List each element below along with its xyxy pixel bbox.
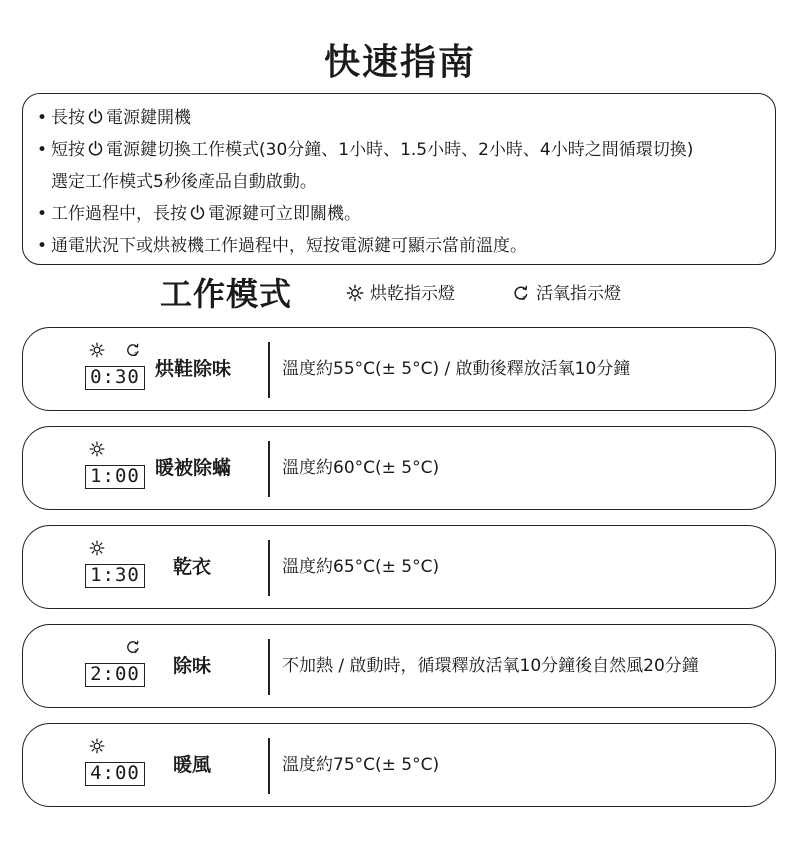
refresh-oxygen-icon bbox=[512, 284, 530, 302]
bullet: • bbox=[37, 236, 48, 256]
mode-row-warm-bed bbox=[22, 426, 776, 510]
mode-row-dry-clothes bbox=[22, 525, 776, 609]
sun-icon bbox=[89, 738, 105, 754]
guide-text: 電源鍵開機 bbox=[106, 108, 191, 128]
guide-text: 短按 bbox=[51, 140, 85, 160]
refresh-oxygen-icon bbox=[125, 342, 141, 358]
guide-item-switch-mode bbox=[37, 134, 767, 166]
quick-guide-box bbox=[22, 93, 776, 265]
guide-list bbox=[37, 102, 767, 262]
timer-display: 4:00 bbox=[85, 762, 145, 786]
modes-header bbox=[0, 272, 800, 316]
bullet: • bbox=[37, 140, 48, 160]
power-icon bbox=[189, 204, 206, 221]
mode-name: 暖被除蟎 bbox=[155, 457, 232, 479]
sun-icon bbox=[89, 441, 105, 457]
mode-description: 溫度約75°C(± 5°C) bbox=[282, 755, 440, 775]
divider bbox=[268, 639, 270, 695]
bullet: • bbox=[37, 204, 48, 224]
divider bbox=[268, 738, 270, 794]
modes-title: 工作模式 bbox=[160, 275, 293, 313]
guide-item-switch-mode-cont bbox=[37, 166, 767, 198]
divider bbox=[268, 342, 270, 398]
guide-text: 工作過程中，長按 bbox=[51, 204, 187, 224]
timer-display: 0:30 bbox=[85, 366, 145, 390]
guide-text: 通電狀況下或烘被機工作過程中，短按電源鍵可顯示當前溫度。 bbox=[51, 236, 527, 256]
guide-text: 選定工作模式5秒後產品自動啟動。 bbox=[51, 172, 317, 192]
guide-text: 電源鍵可立即關機。 bbox=[208, 204, 361, 224]
mode-name: 暖風 bbox=[173, 754, 212, 776]
timer-display: 2:00 bbox=[85, 663, 145, 687]
mode-row-warm-air bbox=[22, 723, 776, 807]
guide-item-power-off bbox=[37, 198, 767, 230]
mode-description: 溫度約55°C(± 5°C) / 啟動後釋放活氧10分鐘 bbox=[282, 359, 631, 379]
mode-description: 不加熱 / 啟動時，循環釋放活氧10分鐘後自然風20分鐘 bbox=[282, 656, 699, 676]
guide-item-power-on bbox=[37, 102, 767, 134]
page-title: 快速指南 bbox=[323, 42, 476, 83]
mode-name: 乾衣 bbox=[173, 556, 212, 578]
divider bbox=[268, 540, 270, 596]
legend-oxygen bbox=[512, 282, 621, 306]
guide-text: 電源鍵切換工作模式(30分鐘、1小時、1.5小時、2小時、4小時之間循環切換) bbox=[106, 140, 694, 160]
legend-dry-label: 烘乾指示燈 bbox=[370, 284, 455, 304]
timer-display: 1:30 bbox=[85, 564, 145, 588]
mode-row-deodorize bbox=[22, 624, 776, 708]
sun-icon bbox=[346, 284, 364, 302]
sun-icon bbox=[89, 540, 105, 556]
mode-name: 除味 bbox=[173, 655, 212, 677]
legend-oxygen-label: 活氧指示燈 bbox=[536, 284, 621, 304]
mode-description: 溫度約60°C(± 5°C) bbox=[282, 458, 440, 478]
mode-description: 溫度約65°C(± 5°C) bbox=[282, 557, 440, 577]
mode-row-shoe-deodorize bbox=[22, 327, 776, 411]
power-icon bbox=[87, 140, 104, 157]
divider bbox=[268, 441, 270, 497]
bullet: • bbox=[37, 108, 48, 128]
mode-name: 烘鞋除味 bbox=[155, 358, 232, 380]
guide-text: 長按 bbox=[51, 108, 85, 128]
legend-dry bbox=[346, 282, 455, 306]
sun-icon bbox=[89, 342, 105, 358]
timer-display: 1:00 bbox=[85, 465, 145, 489]
power-icon bbox=[87, 108, 104, 125]
refresh-oxygen-icon bbox=[125, 639, 141, 655]
guide-item-temperature bbox=[37, 230, 767, 262]
